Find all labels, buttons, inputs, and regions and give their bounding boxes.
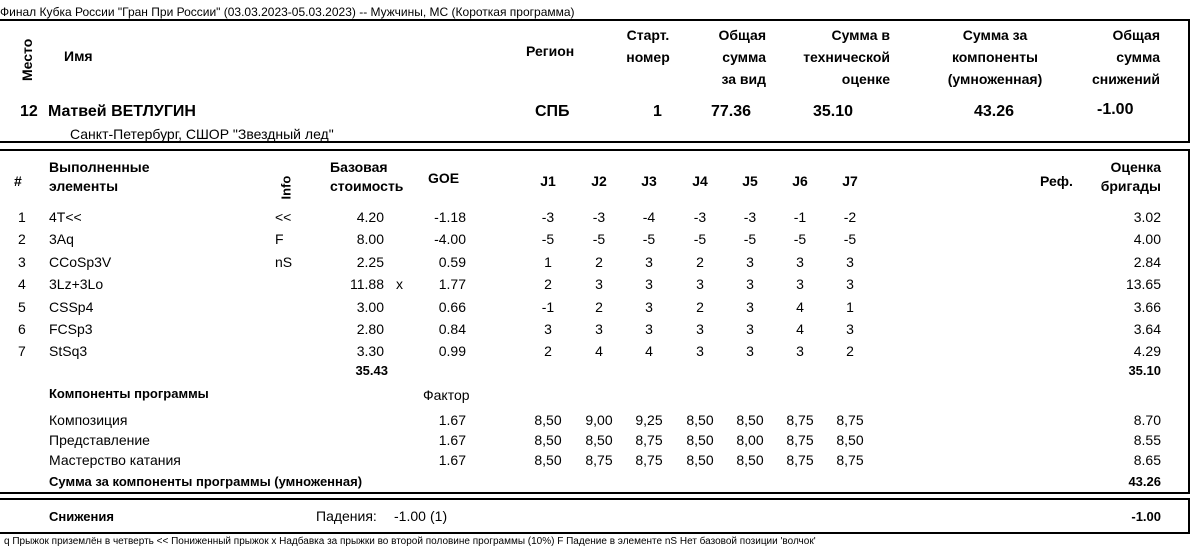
skater-region: СПБ <box>535 103 570 120</box>
elem-goe: 1.77 <box>438 276 466 293</box>
elem-judge-score-6: -5 <box>793 231 807 248</box>
component-factor: 1.67 <box>438 432 466 449</box>
start-number-header: Старт. номер <box>626 27 670 65</box>
skater-club: Санкт-Петербург, СШОР "Звездный лед" <box>70 126 334 142</box>
component-judge-score-6: 8,75 <box>786 452 814 469</box>
component-score: 8.65 <box>1133 452 1161 469</box>
panel-score-header: Оценка бригады <box>1100 159 1161 194</box>
judge-header-1: J1 <box>540 173 556 189</box>
elem-base: 8.00 <box>356 231 384 248</box>
elem-judge-score-6: 3 <box>796 343 804 360</box>
elem-judge-score-5: 3 <box>746 276 754 293</box>
elem-num: 1 <box>18 209 26 225</box>
components-header: Компоненты программы <box>49 386 209 401</box>
name-header: Имя <box>64 48 93 64</box>
elem-num: 2 <box>18 231 26 248</box>
elem-judge-score-7: 3 <box>846 321 854 337</box>
skater-total-score: 77.36 <box>711 103 752 120</box>
elem-judge-score-1: 3 <box>544 321 552 337</box>
elem-code: FCSp3 <box>49 321 93 337</box>
elem-base: 2.80 <box>356 321 384 337</box>
elem-base: 11.88 <box>350 276 384 293</box>
component-judge-score-4: 8,50 <box>686 452 714 469</box>
elem-num: 6 <box>18 321 26 337</box>
component-judge-score-5: 8,50 <box>736 412 764 428</box>
elem-goe: -4.00 <box>434 231 466 248</box>
elem-judge-score-6: 3 <box>796 276 804 293</box>
elem-judge-score-2: 2 <box>595 298 603 315</box>
component-name: Мастерство катания <box>49 452 181 469</box>
elem-judge-score-1: -1 <box>541 298 555 315</box>
elem-base: 3.30 <box>356 343 384 360</box>
elem-goe: -1.18 <box>434 209 466 225</box>
elem-info: F <box>275 231 284 248</box>
elem-score: 3.64 <box>1133 321 1161 337</box>
skater-pcs: 43.26 <box>974 103 1015 120</box>
judge-header-5: J5 <box>742 173 758 189</box>
base-value-header: Базовая стоимость <box>330 159 404 194</box>
elem-info: << <box>275 209 292 225</box>
component-name: Представление <box>49 432 150 449</box>
elements-header: Выполненные элементы <box>49 159 150 194</box>
component-judge-score-1: 8,50 <box>534 412 562 428</box>
elem-score: 3.02 <box>1133 209 1161 225</box>
elem-code: StSq3 <box>49 343 88 360</box>
judge-header-7: J7 <box>842 173 858 189</box>
judge-header-2: J2 <box>591 173 607 189</box>
component-score: 8.55 <box>1133 432 1161 449</box>
info-header: Info <box>278 175 294 200</box>
elem-judge-score-5: 3 <box>746 298 754 315</box>
elem-score: 3.66 <box>1133 298 1161 315</box>
component-judge-score-6: 8,75 <box>786 432 814 449</box>
elem-judge-score-2: 3 <box>595 276 603 293</box>
elem-judge-score-7: -2 <box>843 209 857 225</box>
component-judge-score-1: 8,50 <box>534 452 562 469</box>
elem-judge-score-5: 3 <box>746 343 754 360</box>
elem-base: 2.25 <box>356 253 384 270</box>
elem-judge-score-5: 3 <box>746 321 754 337</box>
deductions-header: Общая сумма снижений <box>1091 27 1160 87</box>
elem-num: 4 <box>18 276 26 293</box>
falls-count: (1) <box>430 508 448 524</box>
component-judge-score-1: 8,50 <box>534 432 562 449</box>
elem-base: 4.20 <box>356 209 384 225</box>
deductions-label: Снижения <box>49 509 114 524</box>
referee-header: Реф. <box>1040 173 1073 189</box>
region-header: Регион <box>526 43 575 59</box>
elem-num: 3 <box>18 253 26 270</box>
elem-code: 4T<< <box>49 209 82 225</box>
elem-code: 3Aq <box>49 231 74 248</box>
elem-score: 13.65 <box>1125 276 1161 293</box>
elem-judge-score-3: -4 <box>642 209 656 225</box>
component-judge-score-7: 8,75 <box>836 412 864 428</box>
elem-judge-score-4: -5 <box>693 231 707 248</box>
place-header: Место <box>19 38 35 81</box>
skater-place: 12 <box>20 103 38 120</box>
elem-judge-score-2: -3 <box>592 209 606 225</box>
elem-goe: 0.59 <box>438 253 466 270</box>
component-judge-score-6: 8,75 <box>786 412 814 428</box>
components-total-label: Сумма за компоненты программы (умноженная) <box>49 474 363 489</box>
elem-judge-score-1: -3 <box>541 209 555 225</box>
skater-name: Матвей ВЕТЛУГИН <box>48 103 196 120</box>
base-value-total: 35.43 <box>355 363 388 378</box>
elem-judge-score-4: 3 <box>696 276 704 293</box>
elem-judge-score-4: -3 <box>693 209 707 225</box>
elem-code: 3Lz+3Lo <box>49 276 104 293</box>
component-judge-score-5: 8,50 <box>736 452 764 469</box>
elem-judge-score-4: 3 <box>696 343 704 360</box>
total-score-header: Общая сумма за вид <box>718 27 766 87</box>
component-judge-score-3: 8,75 <box>635 432 663 449</box>
elem-judge-score-1: 1 <box>544 253 552 270</box>
component-judge-score-2: 8,50 <box>585 432 613 449</box>
elem-judge-score-1: 2 <box>544 276 552 293</box>
goe-header: GOE <box>428 170 460 186</box>
elem-score: 2.84 <box>1133 253 1161 270</box>
elem-goe: 0.84 <box>438 321 466 337</box>
elem-judge-score-4: 3 <box>696 321 704 337</box>
elem-score: 4.00 <box>1133 231 1161 248</box>
skater-start-number: 1 <box>653 103 662 120</box>
elem-judge-score-2: -5 <box>592 231 606 248</box>
elem-judge-score-7: -5 <box>843 231 857 248</box>
elem-judge-score-6: 3 <box>796 253 804 270</box>
component-factor: 1.67 <box>438 452 466 469</box>
elem-code: CSSp4 <box>49 298 94 315</box>
skater-tes: 35.10 <box>813 103 854 120</box>
component-judge-score-7: 8,75 <box>836 452 864 469</box>
deductions-box <box>0 498 1190 534</box>
elem-judge-score-4: 2 <box>696 298 704 315</box>
judge-header-3: J3 <box>641 173 657 189</box>
component-judge-score-4: 8,50 <box>686 432 714 449</box>
elem-judge-score-6: 4 <box>796 321 804 337</box>
elem-judge-score-5: 3 <box>746 253 754 270</box>
judge-header-4: J4 <box>692 173 708 189</box>
elem-judge-score-2: 4 <box>595 343 603 360</box>
factor-header: Фактор <box>423 387 470 403</box>
judge-header-6: J6 <box>792 173 808 189</box>
falls-label: Падения: <box>316 508 377 524</box>
elem-bonus: x <box>396 276 403 293</box>
elem-num: 5 <box>18 298 26 315</box>
elem-judge-score-6: 4 <box>796 298 804 315</box>
component-judge-score-3: 9,25 <box>635 412 663 428</box>
component-judge-score-2: 8,75 <box>585 452 613 469</box>
deductions-total: -1.00 <box>1131 509 1161 524</box>
elements-score-total: 35.10 <box>1128 363 1161 378</box>
elem-judge-score-7: 1 <box>846 298 854 315</box>
document-title: Финал Кубка России "Гран При России" (03.03.2023-05.03.2023) -- Мужчины, МС (Короткая программа) <box>0 5 575 19</box>
component-judge-score-4: 8,50 <box>686 412 714 428</box>
elem-judge-score-3: 3 <box>645 276 653 293</box>
elem-judge-score-6: -1 <box>793 209 807 225</box>
elem-judge-score-3: 3 <box>645 298 653 315</box>
components-total: 43.26 <box>1128 474 1161 489</box>
tes-header: Сумма в технической оценке <box>803 27 890 87</box>
footnote-legend: q Прыжок приземлён в четверть << Пониженный прыжок x Надбавка за прыжки во второй половине программы (10%) F Падение в элементе nS Нет базовой позиции 'волчок' <box>4 536 816 547</box>
elem-judge-score-3: 3 <box>645 321 653 337</box>
elem-judge-score-2: 2 <box>595 253 603 270</box>
component-judge-score-5: 8,00 <box>736 432 764 449</box>
elem-judge-score-7: 3 <box>846 276 854 293</box>
pcs-header: Сумма за компоненты (умноженная) <box>947 27 1043 87</box>
elem-code: CCoSp3V <box>49 253 112 270</box>
component-judge-score-3: 8,75 <box>635 452 663 469</box>
component-judge-score-7: 8,50 <box>836 432 864 449</box>
elem-judge-score-5: -3 <box>743 209 757 225</box>
elem-judge-score-2: 3 <box>595 321 603 337</box>
elem-num-header: # <box>14 173 22 189</box>
elem-judge-score-5: -5 <box>743 231 757 248</box>
elem-goe: 0.99 <box>438 343 466 360</box>
elem-judge-score-3: 3 <box>645 253 653 270</box>
component-score: 8.70 <box>1133 412 1161 428</box>
elem-score: 4.29 <box>1133 343 1161 360</box>
elem-info: nS <box>275 253 293 270</box>
skater-deductions: -1.00 <box>1097 101 1134 118</box>
component-name: Композиция <box>49 412 128 428</box>
elem-goe: 0.66 <box>438 298 466 315</box>
elem-judge-score-4: 2 <box>696 253 704 270</box>
elem-judge-score-3: 4 <box>645 343 653 360</box>
elem-judge-score-1: 2 <box>544 343 552 360</box>
elem-judge-score-7: 3 <box>846 253 854 270</box>
elem-judge-score-1: -5 <box>541 231 555 248</box>
elem-base: 3.00 <box>356 298 384 315</box>
falls-value: -1.00 <box>394 508 426 524</box>
elem-judge-score-7: 2 <box>846 343 854 360</box>
elem-num: 7 <box>18 343 26 360</box>
elem-judge-score-3: -5 <box>642 231 656 248</box>
component-factor: 1.67 <box>438 412 466 428</box>
component-judge-score-2: 9,00 <box>585 412 613 428</box>
